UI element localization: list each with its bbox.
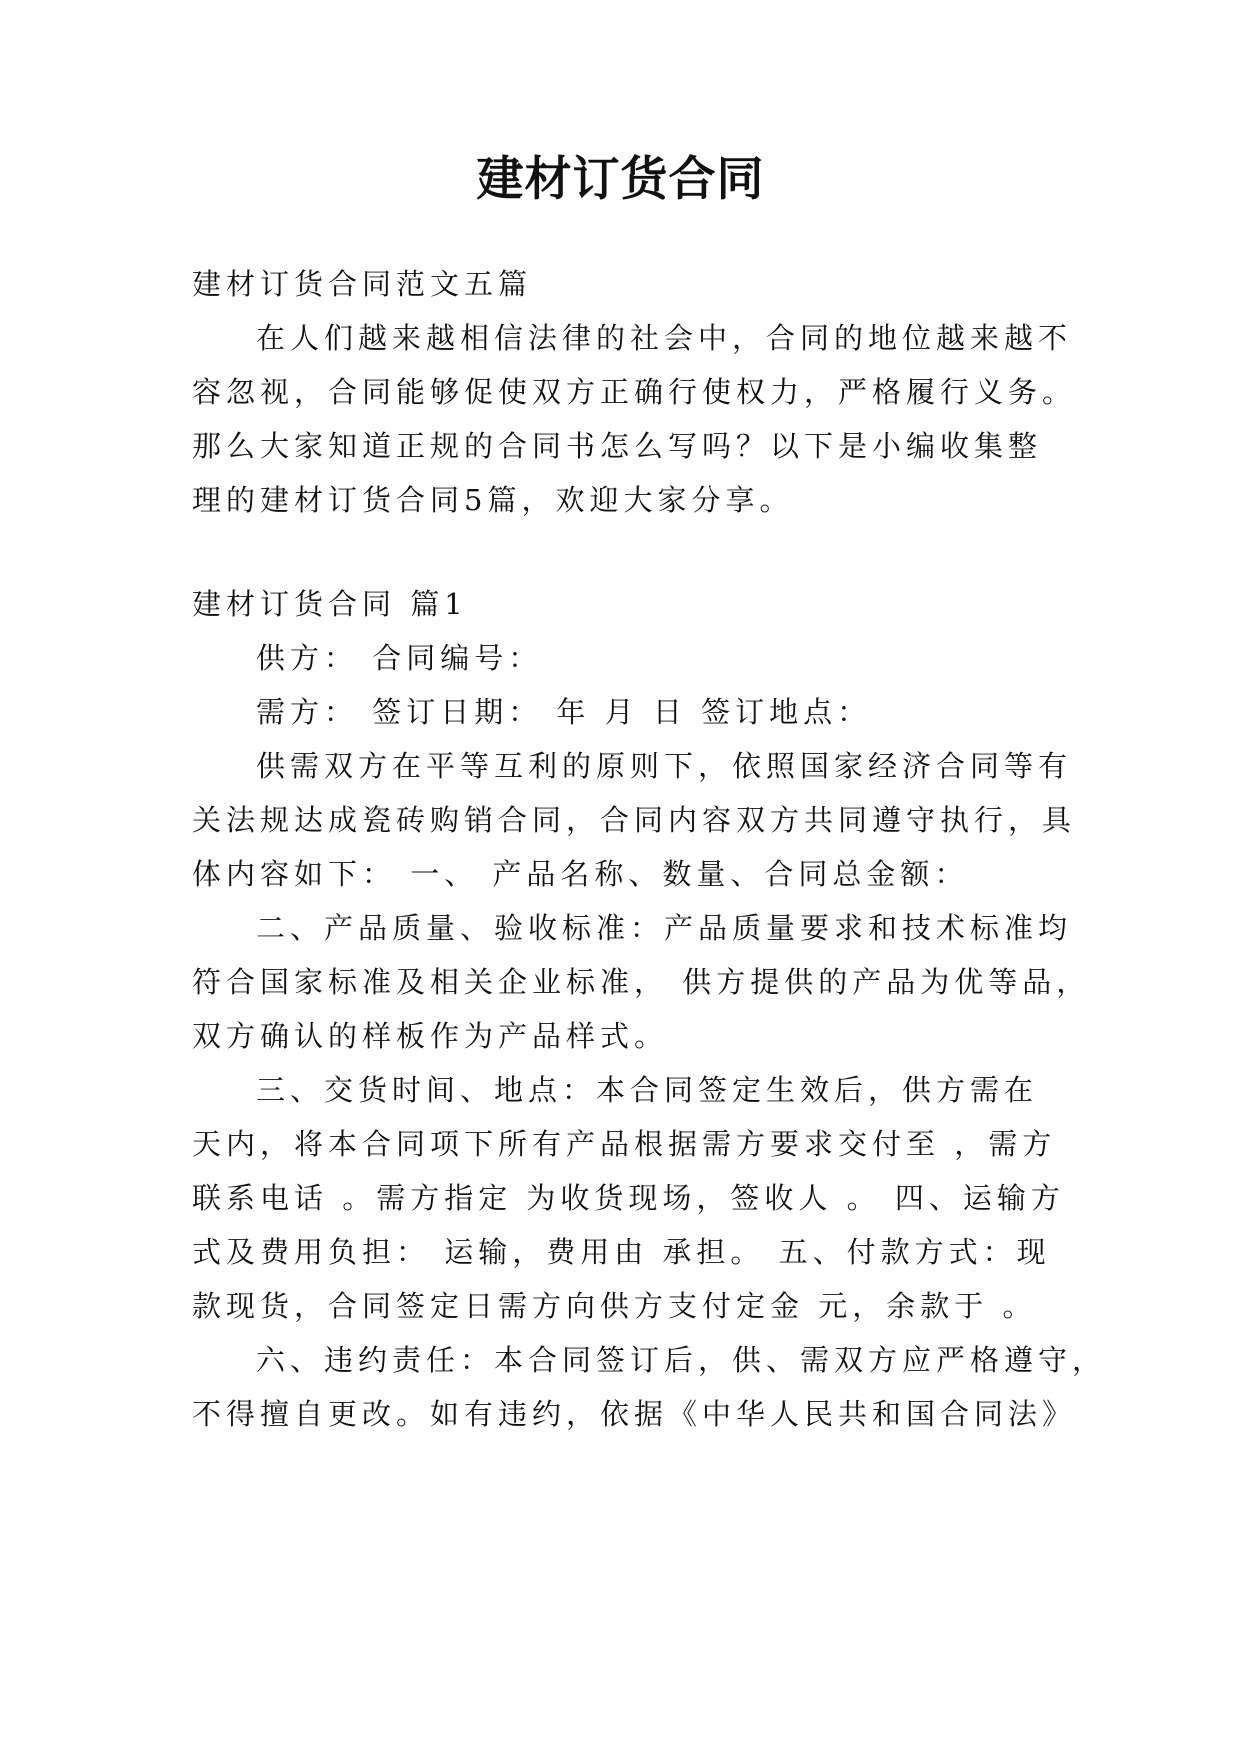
clause-line: 六、违约责任：本合同签订后，供、需双方应严格遵守， [256,1343,1107,1377]
document-title: 建材订货合同 [476,152,765,207]
section-heading: 建材订货合同 篇1 [192,587,468,621]
intro-line-2: 容忽视，合同能够促使双方正确行使权力，严格履行义务。 [192,375,1077,409]
clause-line: 二、产品质量、验收标准：产品质量要求和技术标准均 [256,911,1073,945]
clause-line: 不得擅自更改。如有违约，依据《中华人民共和国合同法》 [192,1397,1077,1431]
clause-line: 天内，将本合同项下所有产品根据需方要求交付至 ，需方 [192,1127,1057,1161]
intro-line-4: 理的建材订货合同5篇，欢迎大家分享。 [192,483,794,517]
clause-line: 三、交货时间、地点：本合同签定生效后，供方需在 [256,1073,1039,1107]
clause-line: 体内容如下： 一、 产品名称、数量、合同总金额： [192,857,969,891]
intro-line-3: 那么大家知道正规的合同书怎么写吗？以下是小编收集整 [192,429,1043,463]
subtitle: 建材订货合同范文五篇 [192,267,533,301]
clause-line: 符合国家标准及相关企业标准， 供方提供的产品为优等品， [192,965,1091,999]
buyer-line: 需方： 签订日期： 年 月 日 签订地点： [256,695,872,729]
clause-line: 供需双方在平等互利的原则下，依照国家经济合同等有 [256,749,1073,783]
clause-line: 式及费用负担： 运输，费用由 承担。 五、付款方式：现 [192,1235,1051,1269]
clause-line: 款现货，合同签定日需方向供方支付定金 元，余款于 。 [192,1289,1037,1323]
clause-line: 双方确认的样板作为产品样式。 [192,1019,669,1053]
intro-line-1: 在人们越来越相信法律的社会中，合同的地位越来越不 [256,321,1073,355]
clause-line: 联系电话 。需方指定 为收货现场，签收人 。 四、运输方 [192,1181,1065,1215]
clause-line: 关法规达成瓷砖购销合同，合同内容双方共同遵守执行，具 [192,803,1077,837]
supplier-line: 供方： 合同编号： [256,641,543,675]
